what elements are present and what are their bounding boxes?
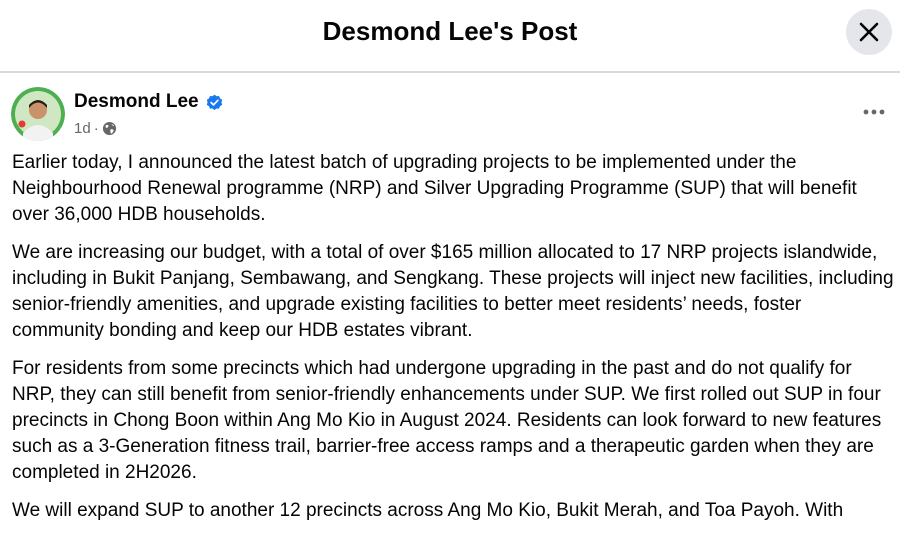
post-dialog-header	[0, 0, 900, 64]
verified-badge-icon	[206, 94, 223, 111]
header-divider	[0, 71, 900, 73]
author-row	[74, 91, 223, 113]
close-button[interactable]	[846, 9, 892, 55]
post-paragraph: For residents from some precincts which had undergone upgrading in the past and do not qualify for NRP, they can still benefit from senior-friendly enhancements under SUP. We first rolled out SUP in four precincts in Chong Boon within Ang Mo Kio in August 2024. Residents can look forward to new features such as a 3-Generation fitness trail, barrier-free access ramps and a therapeutic garden when they are completed in 2H2026.	[12, 358, 882, 483]
post-paragraph: We are increasing our budget, with a total of over $165 million allocated to 17 NRP projects islandwide, including in Bukit Panjang, Sembawang, and Sengkang. These projects will inject new facilities, including senior-friendly amenities, and upgrade existing facilities to better meet residents’ needs, foster community bonding and keep our HDB estates vibrant.	[12, 242, 894, 341]
author-name[interactable]: Desmond Lee	[74, 91, 199, 112]
post-paragraph: We will expand SUP to another 12 precincts across Ang Mo Kio, Bukit Merah, and Toa Payoh. With	[12, 500, 844, 521]
close-icon	[859, 22, 879, 42]
more-options-icon	[863, 109, 885, 115]
more-options-button[interactable]	[858, 100, 890, 124]
globe-icon[interactable]	[102, 121, 117, 136]
avatar[interactable]	[11, 87, 65, 141]
dialog-title: Desmond Lee's Post	[322, 16, 578, 46]
meta-separator: ·	[93, 120, 99, 137]
post-body	[12, 150, 896, 536]
post-paragraph: Earlier today, I announced the latest batch of upgrading projects to be implemented under the Neighbourhood Renewal programme (NRP) and Silver Upgrading Programme (SUP) that will benefit over 36,000 HDB households.	[12, 152, 857, 225]
post-meta	[74, 120, 117, 137]
post-timestamp[interactable]: 1d	[74, 120, 91, 137]
